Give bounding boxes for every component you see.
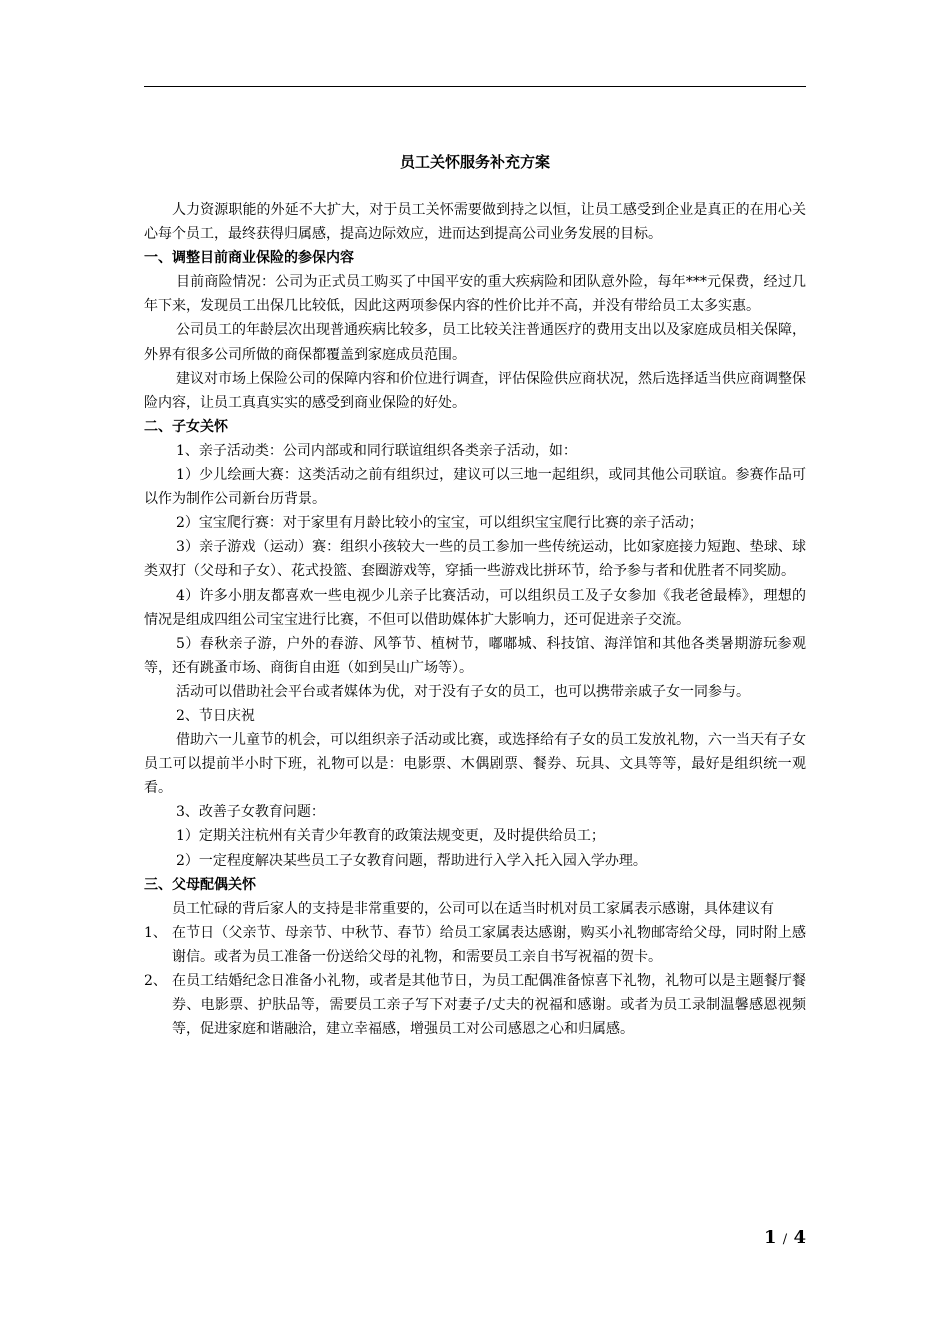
section-1-heading: 一、调整目前商业保险的参保内容 bbox=[144, 250, 354, 267]
page-separator: / bbox=[782, 1232, 788, 1247]
section-3-paragraph: 员工忙碌的背后家人的支持是非常重要的，公司可以在适当时机对员工家属表示感谢，具体建议有 bbox=[172, 900, 774, 917]
list-item-number: 2、 bbox=[144, 973, 167, 989]
intro-paragraph: 人力资源职能的外延不大扩大，对于员工关怀需要做到持之以恒，让员工感受到企业是真正的在用心关心每个员工，最终获得归属感，提高边际效应，进而达到提高公司业务发展的目标。 bbox=[144, 202, 806, 243]
page-number bbox=[764, 1227, 806, 1251]
section-2-paragraph: 2）一定程度解决某些员工子女教育问题，帮助进行入学入托入园入学办理。 bbox=[176, 852, 647, 869]
list-item bbox=[144, 969, 806, 1041]
list-item-number: 1、 bbox=[144, 924, 167, 941]
section-2-paragraph: 4）许多小朋友都喜欢一些电视少儿亲子比赛活动，可以组织员工及子女参加《我老爸最棒》，理想的情况是组成四组公司宝宝进行比赛，不但可以借助媒体扩大影响力，还可促进亲子交流。 bbox=[144, 587, 806, 628]
section-2-paragraph: 3）亲子游戏（运动）赛：组织小孩较大一些的员工参加一些传统运动，比如家庭接力短跑、垫球、球类双打（父母和子女）、花式投篮、套圈游戏等，穿插一些游戏比拼环节，给予参与者和优胜者不同奖励。 bbox=[144, 539, 806, 580]
section-2-paragraph: 1）少儿绘画大赛：这类活动之前有组织过，建议可以三地一起组织，或同其他公司联谊。参赛作品可以作为制作公司新台历背景。 bbox=[144, 467, 806, 508]
section-2-paragraph: 活动可以借助社会平台或者媒体为优，对于没有子女的员工，也可以携带亲戚子女一同参与。 bbox=[176, 683, 750, 700]
section-2-paragraph: 3、改善子女教育问题： bbox=[176, 804, 325, 821]
section-3-heading: 三、父母配偶关怀 bbox=[144, 876, 256, 893]
section-2-paragraph: 2、节日庆祝 bbox=[176, 707, 255, 724]
section-2-paragraph: 2）宝宝爬行赛：对于家里有月龄比较小的宝宝，可以组织宝宝爬行比赛的亲子活动； bbox=[176, 515, 703, 532]
page-total: 4 bbox=[793, 1227, 806, 1248]
section-1-paragraph: 公司员工的年龄层次出现普通疾病比较多，员工比较关注普通医疗的费用支出以及家庭成员相关保障，外界有很多公司所做的商保都覆盖到家庭成员范围。 bbox=[144, 322, 806, 363]
section-2-paragraph: 借助六一儿童节的机会，可以组织亲子活动或比赛，或选择给有子女的员工发放礼物，六一当天有子女员工可以提前半小时下班，礼物可以是：电影票、木偶剧票、餐券、玩具、文具等等，最好是组织统一观看。 bbox=[144, 732, 806, 797]
document-body bbox=[144, 150, 806, 1041]
section-1-paragraph: 目前商险情况：公司为正式员工购买了中国平安的重大疾病险和团队意外险，每年***元保费，经过几年下来，发现员工出保几比较低，因此这两项参保内容的性价比并不高，并没有带给员工太多实惠。 bbox=[144, 274, 806, 315]
list-item-text: 在员工结婚纪念日准备小礼物，或者是其他节日，为员工配偶准备惊喜下礼物，礼物可以是主题餐厅餐券、电影票、护肤品等，需要员工亲子写下对妻子/丈夫的祝福和感谢。或者为员工录制温馨感恩视频等，促进家庭和谐融洽，建立幸福感，增强员工对公司感恩之心和归属感。 bbox=[172, 973, 806, 1038]
list-item bbox=[144, 921, 806, 969]
section-2-paragraph: 5）春秋亲子游，户外的春游、风筝节、植树节，嘟嘟城、科技馆、海洋馆和其他各类暑期游玩参观等，还有跳蚤市场、商街自由逛（如到吴山广场等）。 bbox=[144, 635, 806, 676]
section-1-paragraph: 建议对市场上保险公司的保障内容和价位进行调查，评估保险供应商状况，然后选择适当供应商调整保险内容，让员工真真实实的感受到商业保险的好处。 bbox=[144, 370, 806, 411]
list-item-text: 在节日（父亲节、母亲节、中秋节、春节）给员工家属表达感谢，购买小礼物邮寄给父母，同时附上感谢信。或者为员工准备一份送给父母的礼物，和需要员工亲自书写祝福的贺卡。 bbox=[172, 924, 806, 965]
document-title: 员工关怀服务补充方案 bbox=[399, 153, 550, 171]
header-rule bbox=[144, 86, 806, 87]
page-current: 1 bbox=[763, 1227, 777, 1248]
section-2-heading: 二、子女关怀 bbox=[144, 418, 228, 435]
section-2-paragraph: 1、亲子活动类：公司内部或和同行联谊组织各类亲子活动，如： bbox=[176, 442, 577, 459]
section-2-paragraph: 1）定期关注杭州有关青少年教育的政策法规变更，及时提供给员工； bbox=[176, 828, 605, 845]
